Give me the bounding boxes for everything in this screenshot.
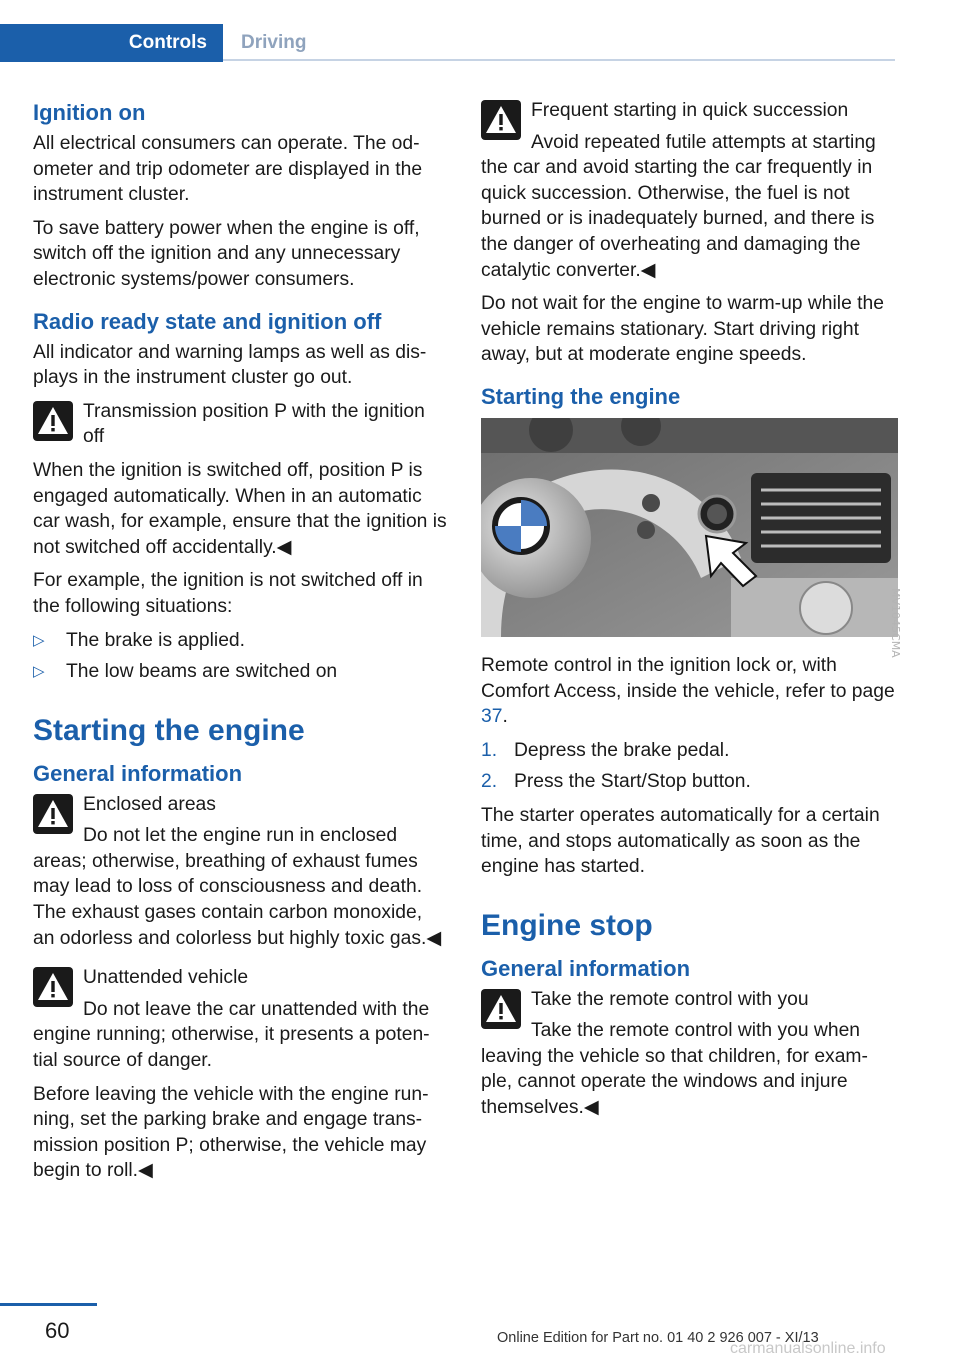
warning-text: When the ignition is switched off, position P is engaged automatically. When in an automatic car wash, for example, ensure that the ignition is not switched off accidentally.◀ — [33, 459, 447, 558]
warning-title: Take the remote control with you — [531, 988, 809, 1010]
page-number: 60 — [45, 1318, 70, 1343]
warning-text: Do not let the engine run in enclosed areas; otherwise, breathing of exhaust fumes may lead to loss of consciousness and death. The exhaust gases contain carbon monoxide, an odorless and colorless but highly toxic gas.◀ — [33, 825, 442, 949]
warning-triangle-icon — [481, 100, 521, 140]
step-text: Press the Start/Stop button. — [514, 771, 751, 793]
general-information-heading: General information — [33, 760, 243, 786]
warning-title: Transmission position P with the ignition off — [83, 400, 425, 448]
left-column — [33, 98, 448, 1192]
warning-text: Take the remote control with you when leaving the vehicle so that children, for exam‐ple, cannot operate the windows and injure themselves.◀ — [481, 1020, 868, 1119]
page-37-link[interactable]: 37 — [481, 706, 503, 728]
warmup-paragraph: Do not wait for the engine to warm-up while the vehicle remains stationary. Start driving right away, but at moderate engine speeds. — [481, 293, 884, 366]
warning-transmission-p — [33, 399, 448, 450]
ignition-on-paragraph-1: All electrical consumers can operate. The od‐ometer and trip odometer are displayed in the instrument cluster. — [33, 133, 423, 206]
remote-control-paragraph — [481, 653, 896, 730]
header-tabbar — [0, 24, 895, 62]
warning-enclosed-areas — [33, 792, 448, 952]
warning-text: Do not leave the car unattended with the engine running; otherwise, it presents a poten‐tial source of danger. — [33, 998, 430, 1072]
list-item — [33, 659, 448, 685]
start-steps-list — [481, 738, 896, 795]
steering-wheel-illustration — [481, 418, 898, 637]
list-item — [33, 628, 448, 654]
starting-engine-heading: Starting the engine — [33, 713, 305, 747]
tab-driving[interactable]: Driving — [241, 32, 307, 53]
watermark: carmanualsonline.info — [730, 1340, 886, 1357]
start-stop-button-photo — [481, 418, 898, 637]
warning-unattended-vehicle — [33, 965, 448, 1073]
general-information-heading: General information — [481, 955, 691, 981]
figure-code: MV1045CMA — [889, 588, 902, 658]
ignition-on-paragraph-2: To save battery power when the engine is off, switch off the ignition and any unnecessary electronic systems/power consumers. — [33, 217, 420, 290]
leaving-vehicle-paragraph: Before leaving the vehicle with the engine run‐ning, set the parking brake and engage trans‐mission position P; otherwise, the vehicle may begin to roll.◀ — [33, 1083, 429, 1182]
warning-title: Frequent starting in quick succession — [531, 100, 849, 121]
tab-controls[interactable]: Controls — [0, 24, 223, 62]
ignition-on-heading: Ignition on — [33, 100, 146, 125]
list-item-text: The low beams are switched on — [66, 661, 338, 683]
warning-triangle-icon — [481, 989, 521, 1029]
radio-ready-paragraph: All indicator and warning lamps as well as dis‐plays in the instrument cluster go out. — [33, 341, 427, 389]
edition-text: Online Edition for Part no. 01 40 2 926 007 - XI/13 — [497, 1330, 819, 1346]
list-item-text: The brake is applied. — [66, 629, 245, 651]
list-item — [481, 738, 896, 764]
radio-ready-heading: Radio ready state and ignition off — [33, 308, 382, 334]
list-item — [481, 769, 896, 795]
starting-engine-subheading: Starting the engine — [481, 383, 681, 409]
warning-frequent-starting — [481, 98, 896, 283]
warning-triangle-icon — [33, 967, 73, 1007]
footer-accent-line — [0, 1303, 97, 1306]
triangle-bullet-icon: ▷ — [33, 663, 45, 681]
warning-title: Enclosed areas — [83, 793, 216, 815]
tab-underline — [223, 59, 895, 61]
warning-triangle-icon — [33, 401, 73, 441]
triangle-bullet-icon: ▷ — [33, 631, 45, 649]
warning-text: Avoid repeated futile attempts at starting the car and avoid starting the car frequently in quick succession. Otherwise, the fuel is not burned or is inadequately burned, and there is the danger of overheating and damaging the catalytic converter.◀ — [481, 131, 876, 281]
example-paragraph: For example, the ignition is not switched off in the following situations: — [33, 570, 423, 617]
step-text: Depress the brake pedal. — [514, 739, 730, 761]
engine-stop-heading: Engine stop — [481, 908, 653, 942]
remote-text: Remote control in the ignition lock or, with Comfort Access, inside the vehicle, refer to page — [481, 654, 895, 702]
warning-remote-control — [481, 987, 896, 1121]
step-number: 1. — [481, 739, 498, 761]
warning-triangle-icon — [33, 794, 73, 834]
starter-paragraph: The starter operates automatically for a certain time, and stops automatically as soon as the engine has started. — [481, 804, 880, 878]
step-number: 2. — [481, 771, 498, 793]
right-column — [481, 98, 896, 1129]
remote-text-end: . — [502, 706, 508, 728]
warning-title: Unattended vehicle — [83, 967, 249, 989]
situations-list — [33, 628, 448, 685]
